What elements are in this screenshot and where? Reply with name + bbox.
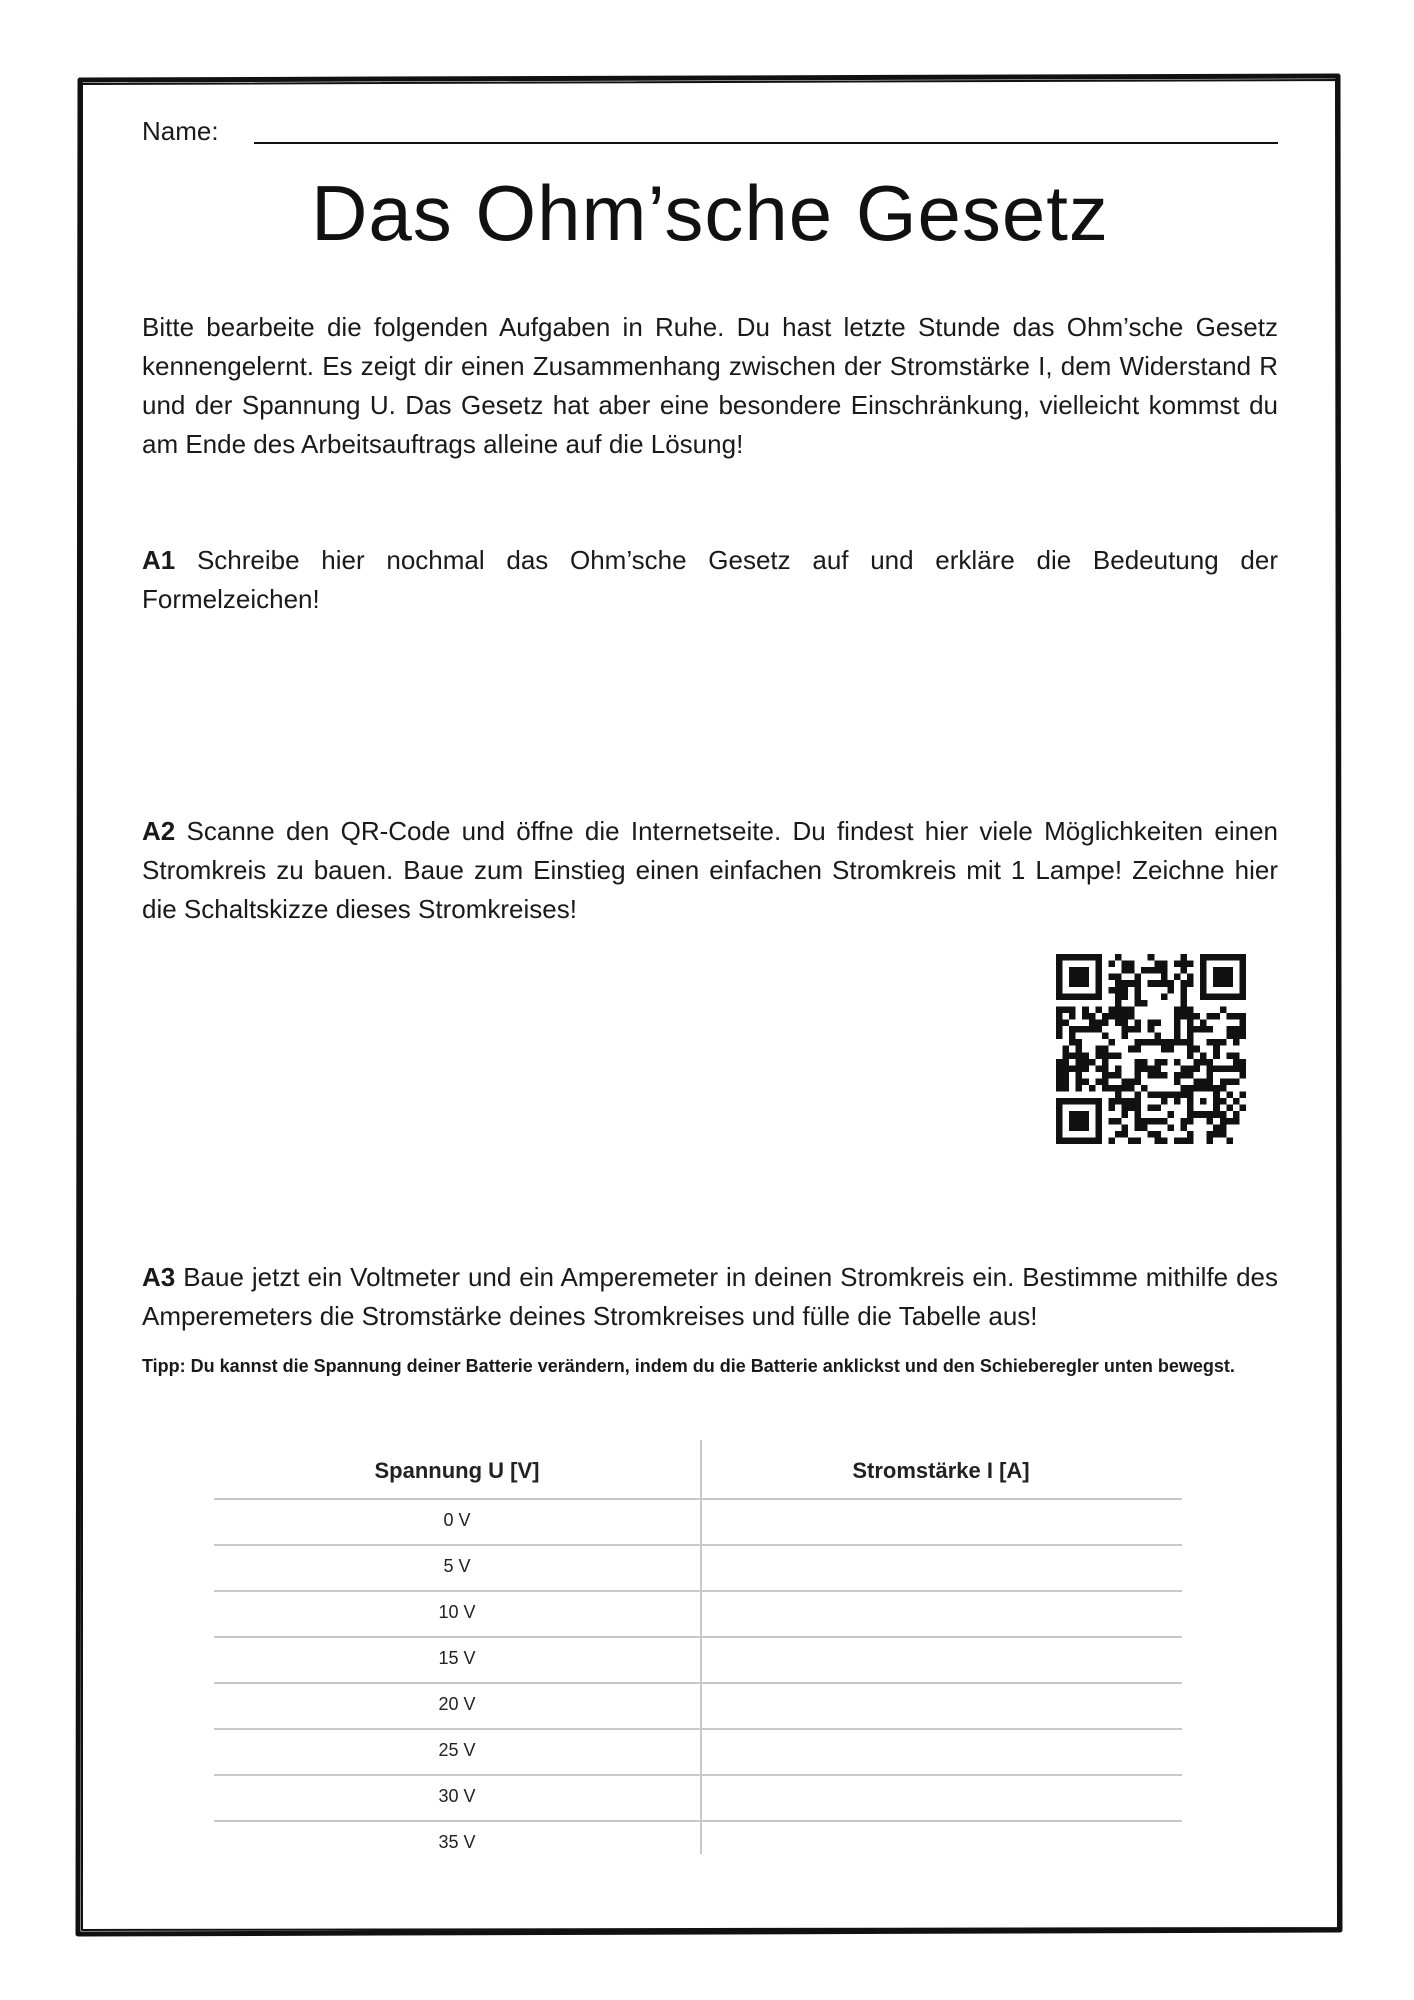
measurement-table [214, 1440, 1182, 1854]
task-a3-text: Baue jetzt ein Voltmeter und ein Amperemeter in deinen Stromkreis ein. Bestimme mithilfe des Amperemeters die Stromstärke deines Stromkreises und fülle die Tabelle aus! [142, 1262, 1279, 1331]
voltage-cell: 30 V [438, 1786, 476, 1806]
voltage-cell: 15 V [438, 1648, 476, 1668]
task-a2 [142, 812, 1278, 929]
table-row [214, 1636, 1182, 1683]
name-line [254, 142, 1278, 144]
table-row [214, 1728, 1182, 1775]
table-row [214, 1544, 1182, 1591]
task-a1 [142, 541, 1278, 619]
qr-code-icon[interactable] [1056, 954, 1246, 1144]
voltage-cell: 20 V [438, 1694, 476, 1714]
tip-text: Tipp: Du kannst die Spannung deiner Batterie verändern, indem du die Batterie anklickst und den Schieberegler unten bewegst. [142, 1356, 1235, 1376]
name-label: Name: [142, 116, 219, 146]
voltage-cell: 0 V [443, 1510, 471, 1530]
table-header-current: Stromstärke I [A] [852, 1458, 1030, 1483]
voltage-cell: 10 V [438, 1602, 476, 1622]
table-row [214, 1498, 1182, 1545]
voltage-cell: 5 V [443, 1556, 471, 1576]
table-row [214, 1590, 1182, 1637]
table-row [214, 1682, 1182, 1729]
task-a1-id: A1 [142, 545, 176, 575]
voltage-cell: 25 V [438, 1740, 476, 1760]
table-row [214, 1820, 1182, 1867]
intro-paragraph: Bitte bearbeite die folgenden Aufgaben in Ruhe. Du hast letzte Stunde das Ohm’sche Gesetz kennengelernt. Es zeigt dir einen Zusammenhang zwischen der Stromstärke I, dem Widerstand R und der Spannung U. Das Gesetz hat aber eine besondere Einschränkung, vielleicht kommst du am Ende des Arbeitsauftrags alleine auf die Lösung! [142, 312, 1278, 459]
name-row [142, 112, 1278, 152]
task-a2-text: Scanne den QR-Code und öffne die Internetseite. Du findest hier viele Möglichkeiten einen Stromkreis zu bauen. Baue zum Einstieg einen einfachen Stromkreis mit 1 Lampe! Zeichne hier die Schaltskizze dieses Stromkreises! [142, 816, 1278, 924]
task-a3-id: A3 [142, 1262, 176, 1292]
table-row [214, 1774, 1182, 1821]
task-a2-id: A2 [142, 816, 176, 846]
task-a3 [142, 1258, 1278, 1336]
page-title: Das Ohm’sche Gesetz [311, 169, 1109, 257]
voltage-cell: 35 V [438, 1832, 476, 1852]
table-header-voltage: Spannung U [V] [374, 1458, 540, 1483]
task-a1-text: Schreibe hier nochmal das Ohm’sche Gesetz auf und erkläre die Bedeutung der Formelzeichen! [142, 545, 1278, 614]
